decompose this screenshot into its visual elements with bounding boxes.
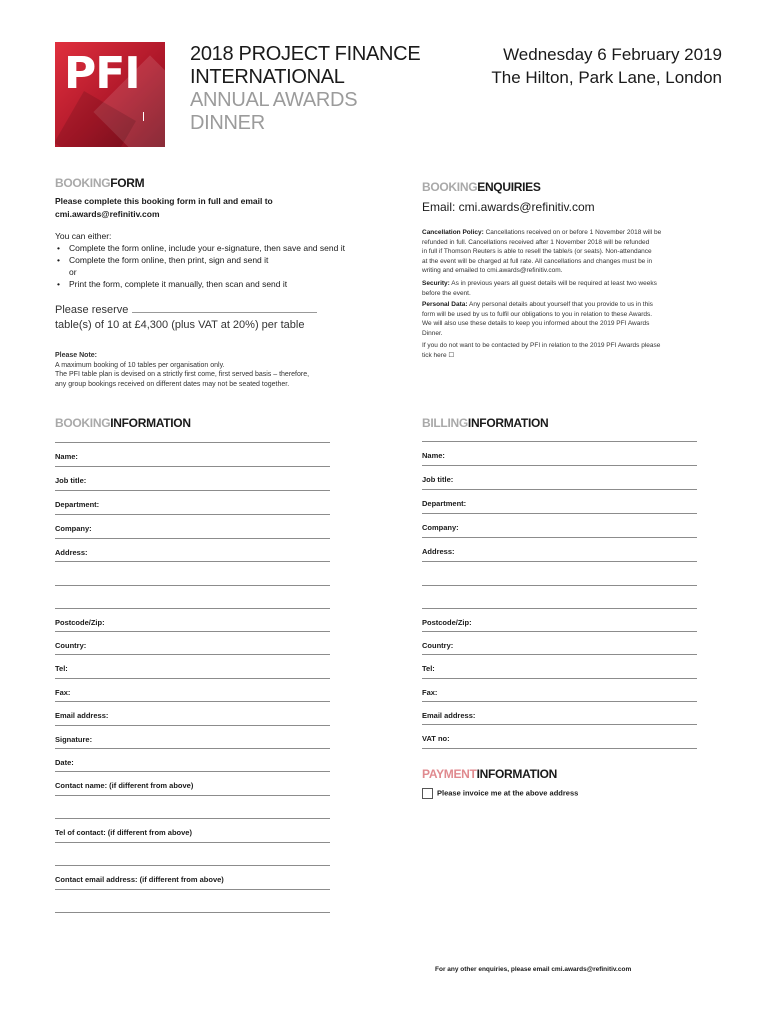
- field-label: Company:: [55, 524, 92, 533]
- payment-info-heading: [422, 767, 557, 781]
- contact-email-line[interactable]: [55, 912, 330, 913]
- field-label: Date:: [55, 758, 74, 767]
- policy-text: We will also use these details to keep you informed about the 2019 PFI Awards: [422, 320, 650, 327]
- pfi-logo: [55, 42, 165, 147]
- intro-email[interactable]: cmi.awards@refinitiv.com: [55, 209, 160, 219]
- optout-text: [422, 341, 712, 360]
- heading-light: BILLING: [422, 416, 468, 430]
- field-label: Fax:: [422, 688, 438, 697]
- field-label: Name:: [422, 451, 445, 460]
- optout-line: If you do not want to be contacted by PFI in relation to the 2019 PFI Awards please: [422, 342, 661, 349]
- booking-form-heading: [55, 176, 144, 190]
- policy-text: before the event.: [422, 289, 471, 297]
- field-label: Name:: [55, 452, 78, 461]
- enquiries-email[interactable]: Email: cmi.awards@refinitiv.com: [422, 200, 595, 214]
- reserve-quantity-field[interactable]: [132, 302, 317, 313]
- logo-mark: [143, 112, 144, 121]
- option-item: • Complete the form online, then print, sign and send it: [69, 254, 375, 266]
- booking-tel-field[interactable]: [55, 654, 330, 673]
- policy-label: Security:: [422, 280, 450, 287]
- field-label: Email address:: [55, 711, 109, 720]
- event-venue: The Hilton, Park Lane, London: [491, 68, 722, 87]
- optout-checkbox[interactable]: tick here ☐: [422, 351, 455, 359]
- address-line[interactable]: [55, 561, 330, 562]
- reserve-price: table(s) of 10 at £4,300 (plus VAT at 20%) per table: [55, 319, 305, 331]
- heading-light: PAYMENT: [422, 767, 477, 781]
- field-label: Email address:: [422, 711, 476, 720]
- contact-email-field[interactable]: [55, 865, 330, 884]
- billing-country-field[interactable]: [422, 631, 697, 650]
- field-label: Contact email address: (if different from above): [55, 875, 224, 884]
- booking-company-field[interactable]: [55, 514, 330, 533]
- heading-dark: ENQUIRIES: [477, 180, 541, 194]
- note-line: The PFI table plan is devised on a strictly first come, first served basis – therefore,: [55, 371, 310, 378]
- invoice-label: Please invoice me at the above address: [437, 788, 579, 798]
- contact-name-line[interactable]: [55, 795, 330, 796]
- billing-job-title-field[interactable]: [422, 465, 697, 484]
- billing-name-field[interactable]: [422, 441, 697, 460]
- billing-tel-field[interactable]: [422, 654, 697, 673]
- heading-dark: FORM: [110, 176, 145, 190]
- field-label: Tel:: [422, 664, 435, 673]
- event-date: Wednesday 6 February 2019: [503, 45, 722, 64]
- personal-data-policy: [422, 300, 712, 338]
- signature-field[interactable]: [55, 725, 330, 744]
- heading-dark: INFORMATION: [467, 416, 549, 430]
- booking-address-field[interactable]: [55, 538, 330, 557]
- field-label: Signature:: [55, 735, 93, 744]
- booking-name-field[interactable]: [55, 442, 330, 461]
- field-label: Postcode/Zip:: [422, 618, 472, 627]
- field-label: Address:: [55, 548, 88, 557]
- invoice-option[interactable]: [422, 788, 578, 799]
- booking-options: [55, 230, 375, 290]
- logo-text: PFI: [64, 48, 140, 99]
- billing-company-field[interactable]: [422, 513, 697, 532]
- field-label: Company:: [422, 523, 459, 532]
- policy-text: writing and emailed to cmi.awards@refinitiv.com.: [422, 267, 563, 274]
- address-line[interactable]: [55, 585, 330, 586]
- booking-department-field[interactable]: [55, 490, 330, 509]
- option-item: • Complete the form online, include your e-signature, then save and send it: [69, 242, 375, 254]
- tel-contact-line[interactable]: [55, 842, 330, 843]
- booking-note: [55, 351, 375, 389]
- policy-label: Personal Data:: [422, 301, 468, 308]
- field-label: Postcode/Zip:: [55, 618, 105, 627]
- policy-text: refunded in full. Cancellations received after 1 November 2018 will be refunded: [422, 238, 650, 246]
- reserve-block: [55, 302, 375, 333]
- billing-address-line[interactable]: [422, 585, 697, 586]
- vat-line[interactable]: [422, 748, 697, 749]
- policy-text: Cancellations received on or before 1 November 2018 will be: [483, 229, 662, 236]
- title-line-4: DINNER: [190, 112, 265, 134]
- title-line-2: INTERNATIONAL: [190, 66, 345, 88]
- option-or: or: [69, 267, 77, 277]
- security-policy: [422, 279, 712, 298]
- field-label: Tel:: [55, 664, 68, 673]
- billing-fax-field[interactable]: [422, 678, 697, 697]
- booking-country-field[interactable]: [55, 631, 330, 650]
- options-intro: You can either:: [55, 231, 112, 241]
- policy-text: As in previous years all guest details will be required at least two weeks: [449, 280, 657, 287]
- billing-department-field[interactable]: [422, 489, 697, 508]
- policy-text: in full if Thomson Reuters is able to resell the table/s (or seats). Non-attendance: [422, 248, 652, 255]
- field-label: Department:: [55, 500, 100, 509]
- field-label: Tel of contact: (if different from above): [55, 828, 192, 837]
- invoice-checkbox[interactable]: [422, 788, 433, 799]
- field-label: Fax:: [55, 688, 71, 697]
- footer-enquiries: For any other enquiries, please email cmi.awards@refinitiv.com: [435, 966, 632, 973]
- billing-address-line[interactable]: [422, 561, 697, 562]
- field-label: Country:: [422, 641, 454, 650]
- contact-email-line[interactable]: [55, 889, 330, 890]
- enquiries-heading: [422, 180, 541, 194]
- heading-dark: INFORMATION: [476, 767, 558, 781]
- title-line-3: ANNUAL AWARDS: [190, 89, 358, 111]
- heading-dark: INFORMATION: [110, 416, 191, 430]
- field-label: Country:: [55, 641, 87, 650]
- billing-address-field[interactable]: [422, 537, 697, 556]
- booking-info-heading: [55, 416, 191, 430]
- field-label: Department:: [422, 499, 467, 508]
- field-label: Address:: [422, 547, 455, 556]
- field-label: Job title:: [422, 475, 454, 484]
- billing-email-field[interactable]: [422, 701, 697, 720]
- billing-postcode-field[interactable]: [422, 608, 697, 627]
- note-label: Please Note:: [55, 352, 98, 359]
- field-label: Job title:: [55, 476, 87, 485]
- title-line-1: 2018 PROJECT FINANCE: [190, 43, 421, 65]
- options-list: [55, 242, 375, 290]
- event-info: [491, 43, 722, 89]
- tel-contact-field[interactable]: [55, 818, 330, 837]
- date-field[interactable]: [55, 748, 330, 767]
- policy-label: Cancellation Policy:: [422, 229, 484, 236]
- booking-intro: [55, 195, 273, 221]
- option-item: • Print the form, complete it manually, then scan and send it: [69, 278, 375, 290]
- note-line: any group bookings received on different dates may not be seated together.: [55, 380, 290, 388]
- contact-name-field[interactable]: [55, 771, 330, 790]
- heading-light: BOOKING: [55, 176, 111, 190]
- booking-postcode-field[interactable]: [55, 608, 330, 627]
- event-title: [190, 43, 420, 89]
- policy-text: at the event will be charged at full rate. All cancellations and changes must be in: [422, 257, 653, 265]
- booking-fax-field[interactable]: [55, 678, 330, 697]
- booking-job-title-field[interactable]: [55, 466, 330, 485]
- heading-light: BOOKING: [422, 180, 478, 194]
- billing-info-heading: [422, 416, 548, 430]
- field-label: Contact name: (if different from above): [55, 781, 194, 790]
- event-subtitle: [190, 89, 357, 135]
- intro-line: Please complete this booking form in full and email to: [55, 196, 273, 206]
- cancellation-policy: [422, 228, 712, 276]
- heading-light: BOOKING: [55, 416, 111, 430]
- field-label: VAT no:: [422, 734, 450, 743]
- reserve-prefix: Please reserve: [55, 304, 129, 316]
- policy-text: Dinner.: [422, 329, 443, 337]
- policy-text: form will be used by us to fulfil our obligations to you in relation to these Awards.: [422, 310, 653, 318]
- policy-text: Any personal details about yourself that you provide to us in this: [467, 301, 653, 308]
- vat-field[interactable]: [422, 724, 697, 743]
- note-line: A maximum booking of 10 tables per organisation only.: [55, 361, 225, 369]
- booking-email-field[interactable]: [55, 701, 330, 720]
